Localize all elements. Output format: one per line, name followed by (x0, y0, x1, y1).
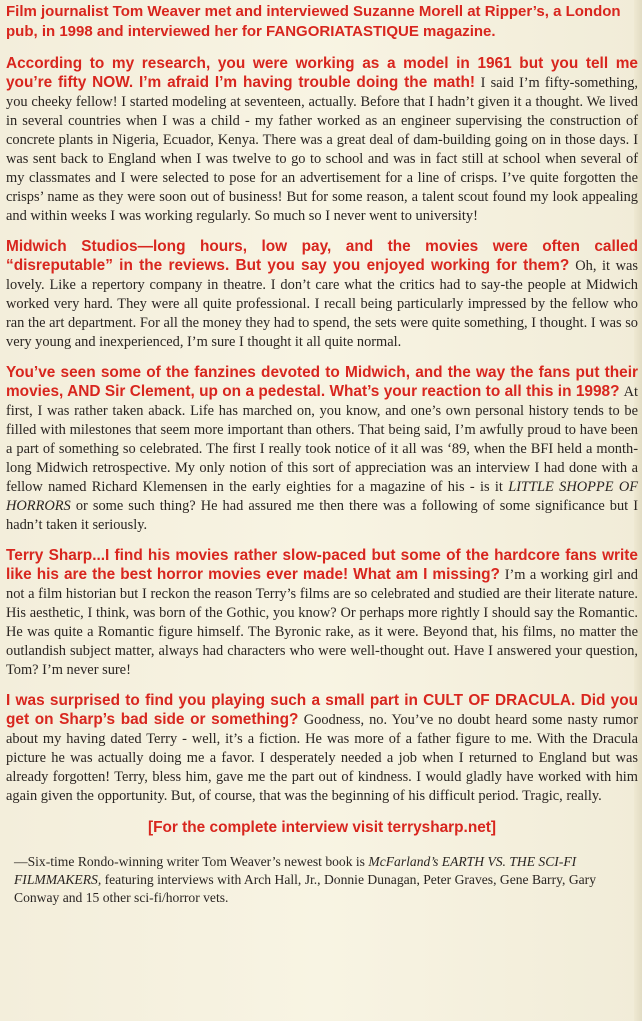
answer-4: I’m a working girl and not a film historian but I reckon the reason Terry’s films are so celebrated and studied are their literate nature. His aesthetic, I think, was born of the Gothic, you know? Or perhaps more rightly I should say the Romantic. He was quite a Romantic figure himself. The Byronic rake, as it were. Beyond that, his films, no matter the outlandish subject matter, always had characters who were well-thought out. Have I answered your question, Tom? I’m never sure! (6, 567, 638, 678)
author-bio (6, 853, 638, 907)
article-column (6, 2, 638, 921)
qa-block-2 (6, 237, 638, 352)
answer-2: Oh, it was lovely. Like a repertory company in theatre. I don’t care what the critics had to say-the people at Midwich worked very hard. They were all quite professional. I recall being particularly impressed by the fellow who ran the art department. For all the money they had to spend, the sets were quite something, I thought. I was so very young and inexperienced, I’m sure I thought it all quite normal. (6, 258, 639, 350)
answer-3 (6, 384, 638, 533)
answer-5: Goodness, no. You’ve no doubt heard some nasty rumor about my having dated Terry - well, it’s a fiction. He was more of a father figure to me. With the Dracula picture he was actually doing me a favor. I desperately needed a job when I returned to England but was already forgotten! Terry, bless him, gave me the part out of kindness. I would gladly have worked with him again given the opportunity. But, of course, that was the beginning of his difficult period. Tragic, really. (6, 712, 639, 804)
article-intro: Film journalist Tom Weaver met and interviewed Suzanne Morell at Ripper’s, a London pub, in 1998 and interviewed her for FANGORIATASTIQUE magazine. (6, 3, 621, 40)
question-2: Midwich Studios—long hours, low pay, and the movies were often called “disreputable” in the reviews. But you say you enjoyed working for them? (6, 238, 638, 274)
answer-1: I said I’m fifty-something, you cheeky fellow! I started modeling at seventeen, actually. Before that I hadn’t given it a thought. We lived in several countries when I was a child - my father worked as an engineer supervising the construction of concrete plants in Nigeria, Ecuador, Kenya. There was a great deal of dam-building going on in those days. I was sent back to England when I was twelve to go to school and was in fact still at school when several of my classmates and I were selected to pose for an advertisement for a line of crisps. I’ve quite forgotten the crisps’ name as they were soon out of business! But for some reason, a talent scout found my look appealing and within weeks I was working regularly. So much so I never went to university! (6, 75, 639, 224)
qa-block-5 (6, 691, 638, 806)
question-5: I was surprised to find you playing such a small part in CULT OF DRACULA. Did you get on Sharp’s bad side or something? (6, 692, 638, 728)
bio-text-a: —Six-time Rondo-winning writer Tom Weaver’s newest book is (14, 854, 365, 869)
book-title: McFarland’s EARTH VS. THE SCI-FI FILMMAKERS, (14, 854, 577, 887)
answer-3-text-a: At first, I was rather taken aback. Life has marched on, you know, and one’s own personal history tends to be filled with milestones that seem more important than others. That being said, I’m awfully proud to have been a part of something so celebrated. The first I really took notice of it all was ‘89, when the BFI held a month-long Midwich retrospective. My only notion of this sort of appreciation was an interview I had done with a fellow named Richard Klemensen in the early eighties for a magazine of his - is it (6, 384, 639, 495)
qa-block-4 (6, 546, 638, 680)
bio-text-b: featuring interviews with Arch Hall, Jr., Donnie Dunagan, Peter Graves, Gene Barry, Gary Conway and 15 other sci-fi/horror vets. (14, 872, 596, 905)
magazine-title: LITTLE SHOPPE OF HORRORS (6, 479, 639, 514)
question-3: You’ve seen some of the fanzines devoted to Midwich, and the way the fans put their movies, AND Sir Clement, up on a pedestal. What’s your reaction to all this in 1998? (6, 364, 638, 400)
answer-3-text-b: or some such thing? He had assured me then there was a following of some significance but I hadn’t taken it seriously. (6, 498, 638, 533)
question-1: According to my research, you were working as a model in 1961 but you tell me you’re fifty NOW. I’m afraid I’m having trouble doing the math! (6, 55, 638, 91)
question-4: Terry Sharp...I find his movies rather slow-paced but some of the hardcore fans write like his are the best horror movies ever made! What am I missing? (6, 547, 638, 583)
qa-block-3 (6, 363, 638, 535)
complete-interview-link: [For the complete interview visit terrysharp.net] (147, 819, 497, 836)
qa-block-1 (6, 54, 638, 226)
